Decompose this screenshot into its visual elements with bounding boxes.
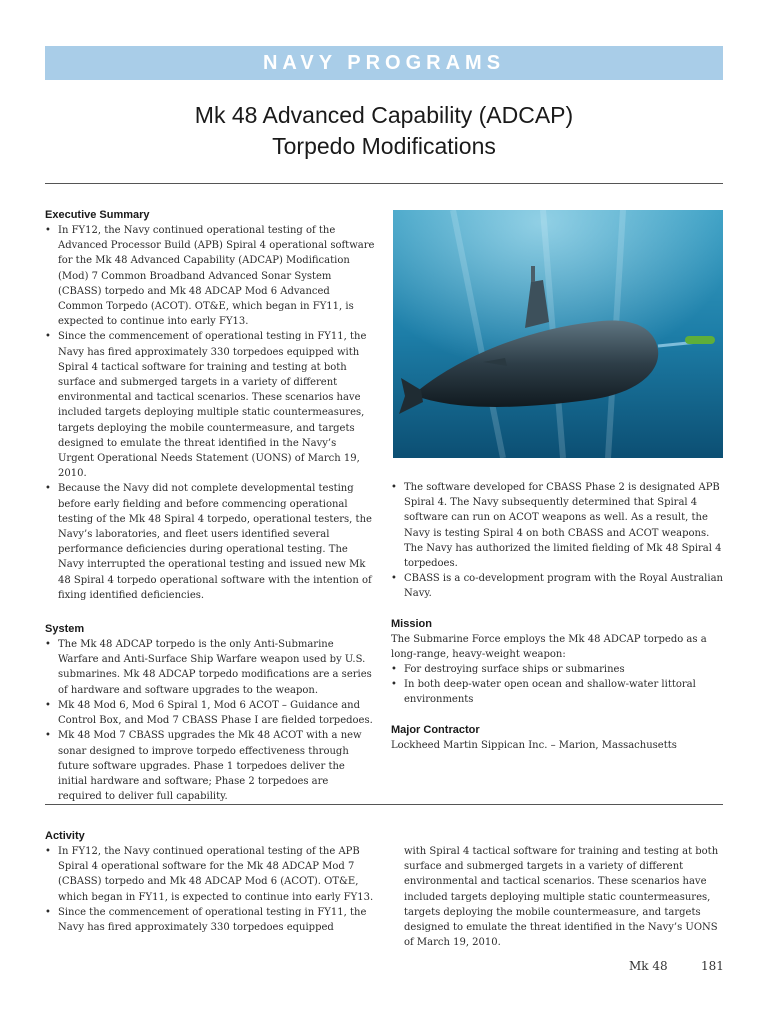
list-item: • Mk 48 Mod 7 CBASS upgrades the Mk 48 ACOT with a new sonar designed to improve torpedo effectiveness through future software upgrades. Phase 1 torpedoes deliver the initial hardware and software; Phase 2 torpedoes are required to deliver full capability.: [45, 728, 375, 804]
list-item: • In FY12, the Navy continued operational testing of the APB Spiral 4 operational software for the Mk 48 ADCAP Mod 7 (CBASS) torpedo and Mk 48 ADCAP Mod 6 (ACOT). OT&E, which began in FY11, is expected to continue into early FY13.: [45, 844, 375, 905]
list-item: • In both deep-water open ocean and shallow-water littoral environments: [391, 677, 723, 707]
activity-heading: Activity: [45, 830, 85, 842]
right-column: [391, 480, 723, 753]
mission-list: [391, 662, 723, 708]
section-banner: NAVY PROGRAMS: [45, 46, 723, 80]
cbass-list: [391, 480, 723, 602]
activity-right-column: [404, 844, 723, 950]
list-item: • Because the Navy did not complete developmental testing before early fielding and before commencing operational testing of the Mk 48 Spiral 4 torpedo, operational testers, the Navy’s laboratories, and fleet users identified several performance deficiencies during operational testing. The Navy interrupted the operational testing and issued new Mk 48 Spiral 4 torpedo operational software with the intention of fixing identified deficiencies.: [45, 481, 375, 603]
list-item: • Mk 48 Mod 6, Mod 6 Spiral 1, Mod 6 ACOT – Guidance and Control Box, and Mod 7 CBASS Phase I are fielded torpedoes.: [45, 698, 375, 728]
list-item: • The software developed for CBASS Phase 2 is designated APB Spiral 4. The Navy subsequently determined that Spiral 4 software can run on ACOT weapons as well. As a result, the Navy is testing Spiral 4 on both CBASS and ACOT weapons. The Navy has authorized the limited fielding of Mk 48 Spiral 4 torpedoes.: [391, 480, 723, 571]
executive-summary-heading: Executive Summary: [45, 209, 150, 221]
top-divider: [45, 183, 723, 184]
system-list: [45, 637, 375, 804]
mission-heading: Mission: [391, 617, 432, 630]
activity-left-column: [45, 829, 375, 935]
list-item: • Since the commencement of operational testing in FY11, the Navy has fired approximately 330 torpedoes equipped: [45, 905, 375, 935]
list-item: • For destroying surface ships or submarines: [391, 662, 723, 677]
mission-text: The Submarine Force employs the Mk 48 ADCAP torpedo as a long-range, heavy-weight weapon:: [391, 633, 707, 660]
list-item: • The Mk 48 ADCAP torpedo is the only Anti-Submarine Warfare and Anti-Surface Ship Warfare weapon used by U.S. submarines. Mk 48 ADCAP torpedo modifications are a series of hardware and software upgrades to the weapon.: [45, 637, 375, 698]
executive-summary-list: [45, 223, 375, 603]
left-column: [45, 208, 375, 804]
contractor-heading: Major Contractor: [391, 723, 480, 736]
submarine-illustration: [393, 210, 723, 458]
system-heading: System: [45, 623, 85, 636]
contractor-text: Lockheed Martin Sippican Inc. – Marion, Massachusetts: [391, 739, 677, 751]
list-item: • CBASS is a co-development program with the Royal Australian Navy.: [391, 571, 723, 601]
page-number: 181: [701, 959, 724, 973]
bottom-divider: [45, 804, 723, 805]
list-item: • Since the commencement of operational testing in FY11, the Navy has fired approximately 330 torpedoes equipped with Spiral 4 tactical software for training and testing at both surface and submerged targets in a variety of different environmental and tactical scenarios. These scenarios have included targets deploying multiple static countermeasures, targets deploying the mobile countermeasure, and targets designed to emulate the threat identified in the Navy’s Urgent Operational Needs Statement (UONS) of March 19, 2010.: [45, 329, 375, 481]
footer-section-label: Mk 48: [629, 959, 668, 973]
list-item: • In FY12, the Navy continued operational testing of the Advanced Processor Build (APB) Spiral 4 operational software for the Mk 48 Advanced Capability (ADCAP) Modification (Mod) 7 Common Broadband Advanced Sonar System (CBASS) torpedo and Mk 48 ADCAP Mod 6 Advanced Common Torpedo (ACOT). OT&E, which began in FY11, is expected to continue into early FY13.: [45, 223, 375, 329]
page-title: [45, 100, 723, 162]
activity-continuation: with Spiral 4 tactical software for training and testing at both surface and submerged targets in a variety of different environmental and tactical scenarios. These scenarios have included targets deploying multiple static countermeasures, targets deploying the mobile countermeasure, and targets designed to emulate the threat identified in the Navy’s UONS of March 19, 2010.: [404, 846, 719, 949]
page-title-line-2: Torpedo Modifications: [272, 133, 496, 159]
activity-list: [45, 844, 375, 935]
submarine-photo: [393, 210, 723, 458]
page-title-line-1: Mk 48 Advanced Capability (ADCAP): [194, 102, 574, 128]
